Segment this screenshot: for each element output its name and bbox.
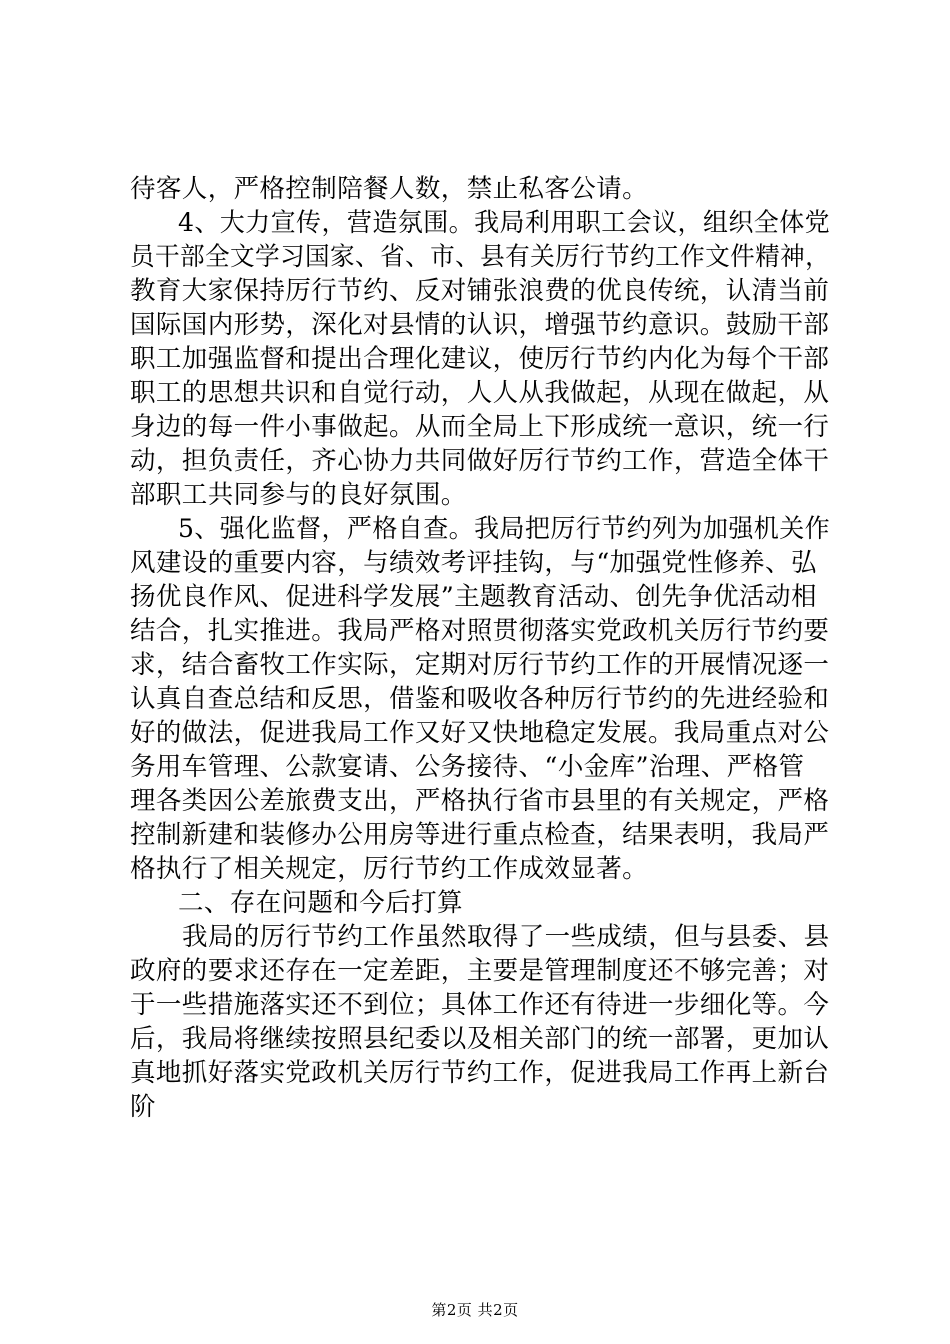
text-line: 政府的要求还存在一定差距，主要是管理制度还不够完善；对 bbox=[130, 956, 830, 986]
text-line: 理各类因公差旅费支出，严格执行省市县里的有关规定，严格 bbox=[130, 786, 830, 816]
text-line: 认真自查总结和反思，借鉴和吸收各种厉行节约的先进经验和 bbox=[130, 684, 830, 714]
text-line: 真地抓好落实党政机关厉行节约工作，促进我局工作再上新台 bbox=[130, 1058, 830, 1088]
text-line: 5、强化监督，严格自查。我局把厉行节约列为加强机关作 bbox=[178, 514, 831, 544]
text-line: 于一些措施落实还不到位；具体工作还有待进一步细化等。今 bbox=[130, 990, 830, 1020]
text-line: 好的做法，促进我局工作又好又快地稳定发展。我局重点对公 bbox=[130, 718, 830, 748]
text-line: 结合，扎实推进。我局严格对照贯彻落实党政机关厉行节约要 bbox=[130, 616, 830, 646]
text-line: 务用车管理、公款宴请、公务接待、“小金库”治理、严格管 bbox=[130, 752, 805, 782]
text-line: 我局的厉行节约工作虽然取得了一些成绩，但与县委、县 bbox=[182, 922, 830, 952]
text-line: 4、大力宣传，营造氛围。我局利用职工会议，组织全体党 bbox=[178, 208, 831, 238]
section-heading: 二、存在问题和今后打算 bbox=[178, 888, 463, 918]
text-line: 求，结合畜牧工作实际，定期对厉行节约工作的开展情况逐一 bbox=[130, 650, 830, 680]
text-line: 职工加强监督和提出合理化建议，使厉行节约内化为每个干部 bbox=[130, 344, 830, 374]
text-line: 后，我局将继续按照县纪委以及相关部门的统一部署，更加认 bbox=[130, 1024, 830, 1054]
text-line: 扬优良作风、促进科学发展”主题教育活动、创先争优活动相 bbox=[130, 582, 817, 612]
text-line: 动，担负责任，齐心协力共同做好厉行节约工作，营造全体干 bbox=[130, 446, 830, 476]
page-number-footer: 第2页 共2页 bbox=[431, 1301, 519, 1319]
text-line: 格执行了相关规定，厉行节约工作成效显著。 bbox=[130, 854, 649, 884]
text-line: 员干部全文学习国家、省、市、县有关厉行节约工作文件精神， bbox=[130, 242, 831, 272]
text-line: 教育大家保持厉行节约、反对铺张浪费的优良传统，认清当前 bbox=[130, 276, 830, 306]
text-line: 身边的每一件小事做起。从而全局上下形成统一意识，统一行 bbox=[130, 412, 830, 442]
text-line: 国际国内形势，深化对县情的认识，增强节约意识。鼓励干部 bbox=[130, 310, 830, 340]
text-line: 控制新建和装修办公用房等进行重点检查，结果表明，我局严 bbox=[130, 820, 830, 850]
text-line: 职工的思想共识和自觉行动，人人从我做起，从现在做起，从 bbox=[130, 378, 830, 408]
text-line: 待客人，严格控制陪餐人数，禁止私客公请。 bbox=[130, 174, 649, 204]
text-line: 风建设的重要内容，与绩效考评挂钩，与“加强党性修养、弘 bbox=[130, 548, 817, 578]
text-line: 部职工共同参与的良好氛围。 bbox=[130, 480, 467, 510]
text-line: 阶 bbox=[130, 1092, 156, 1122]
